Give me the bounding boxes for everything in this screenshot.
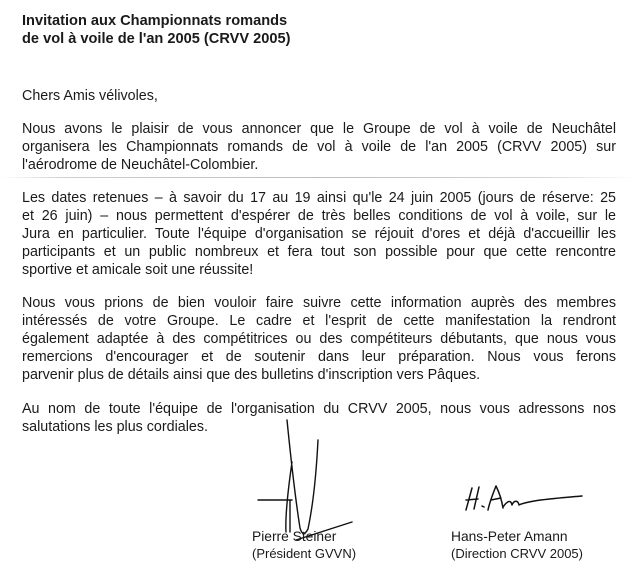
paragraph-line: remercions d'encourager et de soutenir dans leur préparation. Nous vous ferons	[22, 349, 616, 365]
paragraph-line: sportive et amicale soit une réussite!	[22, 262, 254, 278]
paragraph-line: également adaptée à des compétitrices ou des compétiteurs débutants, que nous vous	[22, 331, 616, 347]
signatory-name-steiner: Pierre Steiner	[252, 529, 337, 544]
signatory-role-steiner: (Président GVVN)	[252, 546, 357, 561]
paragraph-line: l'aérodrome de Neuchâtel-Colombier.	[22, 157, 259, 173]
paragraph-line: intéressés de votre Groupe. Le cadre et l'esprit de cette manifestation la rendront	[22, 313, 616, 329]
scan-artifact-line	[0, 177, 636, 178]
paragraph-dates	[22, 189, 616, 279]
signatory-name-amann: Hans-Peter Amann	[451, 529, 568, 544]
signature-steiner	[258, 420, 352, 540]
paragraph-announcement	[22, 120, 616, 174]
letter-title	[22, 12, 290, 48]
paragraph-line: Nous avons le plaisir de vous annoncer que le Groupe de vol à voile de Neuchâtel	[22, 121, 616, 137]
title-line-2: de vol à voile de l'an 2005 (CRVV 2005)	[22, 31, 291, 47]
paragraph-line: Au nom de toute l'équipe de l'organisation du CRVV 2005, nous vous adressons nos	[22, 401, 616, 417]
signatory-role-amann: (Direction CRVV 2005)	[451, 546, 583, 561]
signature-amann	[466, 486, 582, 510]
paragraph-line: Nous vous prions de bien vouloir faire suivre cette information auprès des membres	[22, 295, 616, 311]
greeting: Chers Amis vélivoles,	[22, 88, 158, 104]
paragraph-request	[22, 294, 616, 384]
paragraph-line: participants et un public nombreux et fera tout son possible pour que cette rencontre	[22, 244, 616, 260]
paragraph-line: et 26 juin) – nous permettent d'espérer de très belles conditions de vol à voile, sur le	[22, 208, 616, 224]
paragraph-line: organisera les Championnats romands de vol à voile de l'an 2005 (CRVV 2005) sur	[22, 139, 616, 155]
paragraph-line: Les dates retenues – à savoir du 17 au 19 ainsi qu'le 24 juin 2005 (jours de réserve: 25	[22, 190, 616, 206]
paragraph-line: salutations les plus cordiales.	[22, 419, 208, 435]
paragraph-line: parvenir plus de détails ainsi que des bulletins d'inscription vers Pâques.	[22, 367, 481, 383]
paragraph-closing	[22, 400, 616, 436]
title-line-1: Invitation aux Championnats romands	[22, 13, 288, 29]
paragraph-line: Jura en particulier. Toute l'équipe d'organisation se réjouit d'ores et déjà d'accueillir les	[22, 226, 616, 242]
